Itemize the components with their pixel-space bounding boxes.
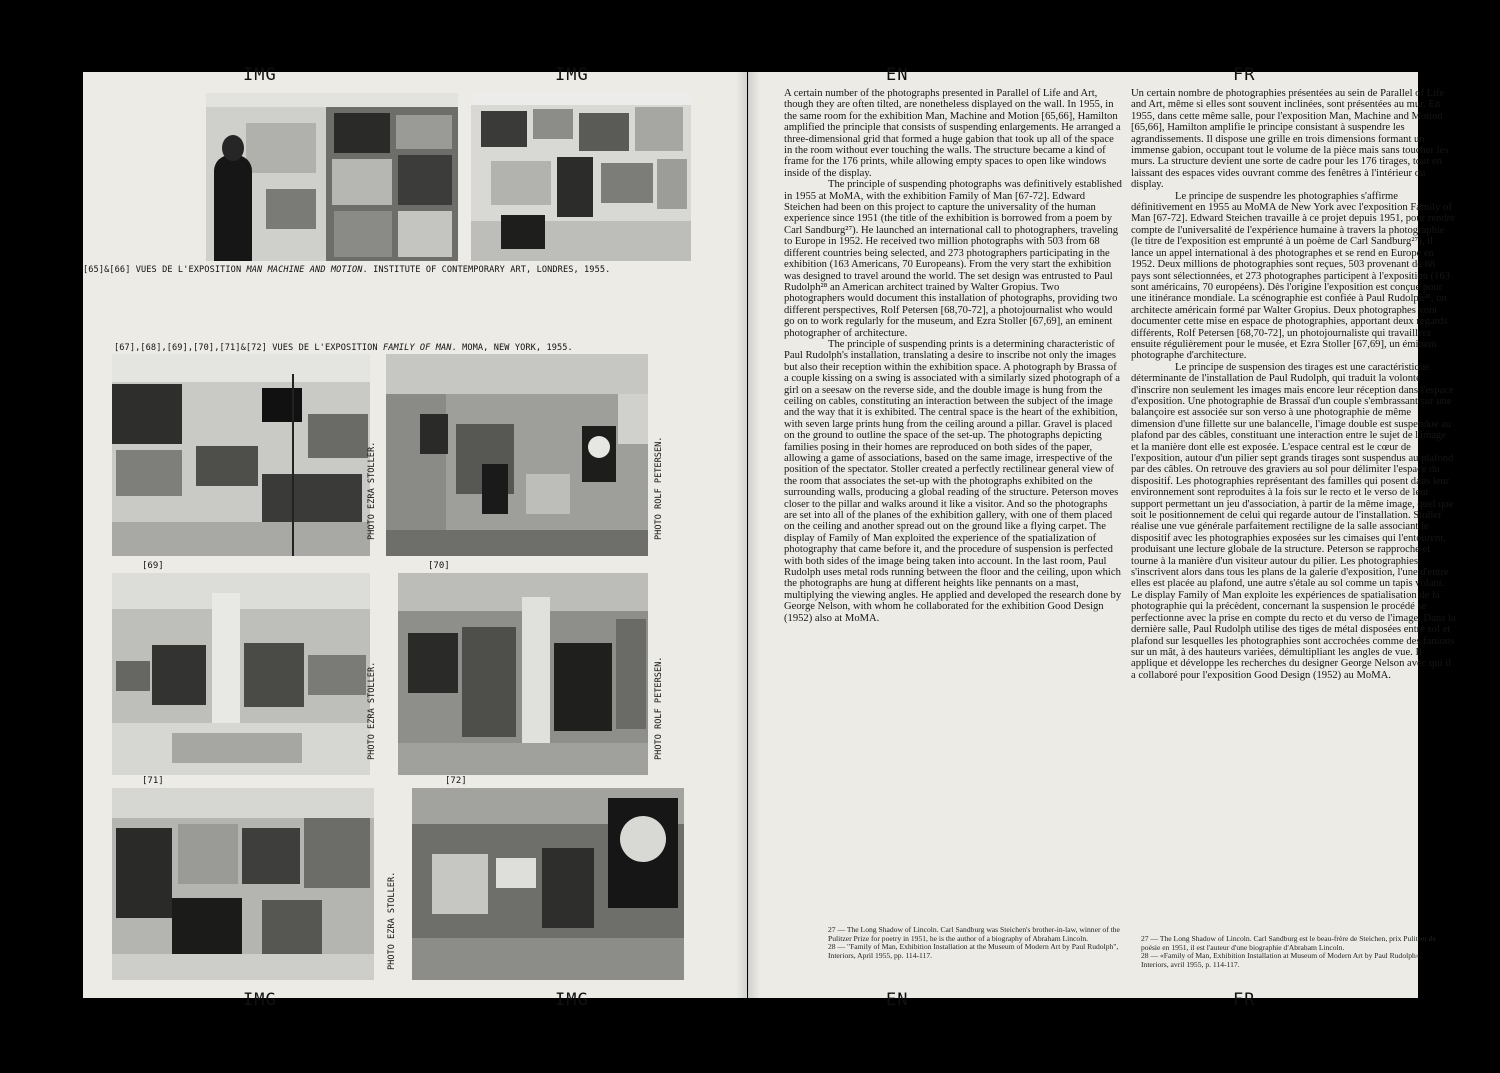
en-footnote-28: 28 — "Family of Man, Exhibition Installation at the Museum of Modern Art by Paul Rudolph", Interiors, April 1955, pp. 114-117.	[828, 942, 1119, 960]
figure-69-number: [69]	[142, 561, 164, 571]
photo-71	[112, 788, 374, 980]
footer-fr: FR	[1233, 990, 1256, 1010]
en-paragraph-3: The principle of suspending prints is a determining characteristic of Paul Rudolph's installation, translating a desire to inscribe not only the images but also their reception within the exhibition space. A photograph by Brassa of a couple kissing on a swing is associated with a similarly sized photograph of a girl on a seesaw on the reverse side, and the double image is hung from the ceiling on cables, constituting an interaction between the subject of the image and the way that it is exhibited. The central space is the heart of the exhibition, with seven large prints hung from the ceiling around a pillar. Gravel is placed on the ground to outline the space of the set-up. The photographs depicting families posing in their homes are reproduced on both sides of the paper, allowing a game of associations, based on the same image, irrespective of the position of the spectator. Stoller created a perfectly rectilinear general view of the room that associates the set-up with the photographs exhibited on the surrounding walls, producing a global reading of the structure. Peterson moves closer to the pillar and walks around it like a visitor. And so the photographs are set into all of the planes of the exhibition gallery, with one of them placed on the ceiling and another spread out on the ground like a flying carpet. The display of Family of Man exploited the experience of the spatialization of photography that came before it, and the procedure of suspension is perfected with both sides of the image being taken into account. In the last room, Paul Rudolph uses metal rods running between the floor and the ceiling, upon which the photographs are hung at different heights like pennants on a mast, multiplying the viewing angles. He applied and developed the research done by George Nelson, with whom he collaborated for the exhibition Good Design (1952) also at MoMA.	[784, 338, 1122, 624]
photo-72	[412, 788, 684, 980]
figure-72-number: [72]	[445, 776, 467, 786]
figure-70-number: [70]	[428, 561, 450, 571]
en-footnote-27: 27 — The Long Shadow of Lincoln. Carl Sandburg was Steichen's brother-in-law, winner of the Pulitzer Prize for poetry in 1951, he is the author of a biography of Abraham Lincoln.	[828, 925, 1120, 943]
fr-footnote-28: 28 — «Family of Man, Exhibition Installation at Museum of Modern Art by Paul Rudolph», Interiors, avril 1955, p. 114-117.	[1141, 951, 1422, 969]
photo-65	[206, 93, 458, 261]
photo-68	[386, 354, 648, 556]
french-column	[1131, 88, 1456, 681]
figure-71-number: [71]	[142, 776, 164, 786]
en-footnotes	[828, 926, 1128, 960]
photo-67	[112, 354, 370, 556]
header-fr: FR	[1233, 65, 1256, 85]
credit-70: PHOTO ROLF PETERSEN.	[654, 656, 664, 760]
caption-67-72: [67],[68],[69],[70],[71]&[72] VUES DE L'EXPOSITION FAMILY OF MAN. MOMA, NEW YORK, 1955.	[114, 343, 573, 353]
fr-paragraph-3: Le principe de suspension des tirages est une caractéristique déterminante de l'installation de Paul Rudolph, qui traduit la volonté d'inscrire non seulement les images mais encore leur réception dans l'espace d'exposition. Une photographie de Brassaï d'un couple s'embrassant sur une balançoire est associée sur son verso à une photographie de même dimension d'une fillette sur une balancelle, l'image double est suspendue au plafond par des câbles, constituant une interaction entre le sujet de l'image et la manière dont elle est exposée. L'espace central est le cœur de l'exposition, autour d'un pilier sept grands tirages sont suspendus au plafond par des câbles. On retrouve des graviers au sol pour délimiter l'espace du dispositif. Les photographies représentant des familles qui posent dans leur environnement sont reproduites à la fois sur le recto et le verso de leur support permettant un jeu d'association, à partir de la même image, quel que soit le positionnement de celui qui regarde autour de l'installation. Stoller réalise une vue générale parfaitement rectiligne de la salle associant le dispositif avec les photographies exposées sur les cimaises qui l'entourent, produisant une lecture globale de la structure. Peterson se rapproche et tourne à la manière d'un visiteur autour du pilier. Les photographies s'inscrivent alors dans tous les plans de la galerie d'exposition, l'une d'entre elles est placée au plafond, une autre s'étale au sol comme un tapis volant. Le display Family of Man exploite les expériences de spatialisation de la photographie qui la précèdent, concernant la suspension le procédé se perfectionne avec la prise en compte du recto et du verso de l'image. Dans la dernière salle, Paul Rudolph utilise des tiges de métal disposées entre sol et plafond sur lesquelles les photographies sont accrochées comme des fanions sur un mât, à des hauteurs variées, démultipliant les angles de vue. Il applique et développe les recherches du designer George Nelson avec qui il a collaboré pour l'exposition Good Design (1952) au MoMA.	[1131, 361, 1456, 681]
footer-img-2: IMG	[555, 990, 589, 1010]
header-img-2: IMG	[555, 65, 589, 85]
footer-img-1: IMG	[243, 990, 277, 1010]
photo-66	[471, 93, 691, 261]
fr-paragraph-2: Le principe de suspendre les photographies s'affirme définitivement en 1955 au MoMA de New York avec l'exposition Family of Man [67-72]. Edward Steichen travaille à ce projet depuis 1951, pour rendre compte de l'universalité de l'expérience humaine à travers la photographie (le titre de l'exposition est emprunté à un poème de Carl Sandburg²⁷), il lance un appel international à des photographes et se rend en Europe en 1952. Deux millions de photographies sont reçues, 503 provenant de 68 pays sont sélectionnées, et 273 photographes participent à l'exposition (163 sont américains, 70 européens). Dès l'origine l'exposition est conçue pour une itinérance mondiale. La scénographie est confiée à Paul Rudolph²⁸, un architecte américain formé par Walter Gropius. Deux photographes vont documenter cette mise en espace de photographies, apportant deux regards différents, Rolf Petersen [68,70-72], un photojournaliste qui travaillera ensuite régulièrement pour le musée, et Ezra Stoller [67,69], un éminent photographe d'architecture.	[1131, 190, 1455, 362]
footer-en: EN	[886, 990, 909, 1010]
fr-footnote-27: 27 — The Long Shadow of Lincoln. Carl Sandburg est le beau-frère de Steichen, prix Pulitzer de poésie en 1951, il est l'auteur d'une biographie d'Abraham Lincoln.	[1141, 934, 1436, 952]
credit-68: PHOTO ROLF PETERSEN.	[654, 436, 664, 540]
credit-71: PHOTO EZRA STOLLER.	[387, 871, 397, 970]
credit-67: PHOTO EZRA STOLLER.	[367, 441, 377, 540]
english-column	[784, 88, 1122, 624]
header-img-1: IMG	[243, 65, 277, 85]
fr-footnotes	[1141, 935, 1441, 969]
en-paragraph-2: The principle of suspending photographs was definitively established in 1955 at MoMA, with the exhibition Family of Man [67-72]. Edward Steichen had been on this project to capture the universality of the human experience since 1951 (the title of the exhibition is borrowed from a poem by Carl Sandburg²⁷). He launched an international call to photographers, traveling to Europe in 1952. He received two million photographs with 503 from 68 different countries being selected, and 273 photographers participating in the exhibition (163 Americans, 70 Europeans). From the very start the exhibition was designed to travel around the world. The set design was entrusted to Paul Rudolph²⁸ an American architect trained by Walter Gropius. Two photographers would document this installation of photographs, providing two different perspectives, Rolf Petersen [68,70-72], a photojournalist who would go on to work regularly for the museum, and Ezra Stoller [67,69], an eminent photographer of architecture.	[784, 179, 1122, 339]
credit-69: PHOTO EZRA STOLLER.	[367, 661, 377, 760]
fr-paragraph-1: Un certain nombre de photographies présentées au sein de Parallel of Life and Art, même si elles sont souvent inclinées, sont présentées au mur. En 1955, dans cette même salle, pour l'exposition Man, Machine and Motion [65,66], Hamilton amplifie le principe consistant à suspendre les agrandissements. Il dispose une grille en trois dimensions formant un immense gabion, occupant tout le volume de la pièce mais sans toucher les murs. La structure devient une sorte de cadre pour les 176 tirages, tout en laissant des espaces vides ouvrant comme des fenêtres à l'intérieur du display.	[1131, 88, 1449, 191]
photo-70	[398, 573, 648, 775]
caption-65-66: [65]&[66] VUES DE L'EXPOSITION MAN MACHINE AND MOTION. INSTITUTE OF CONTEMPORARY ART, LONDRES, 1955.	[83, 265, 611, 275]
photo-69	[112, 573, 370, 775]
header-en: EN	[886, 65, 909, 85]
en-paragraph-1: A certain number of the photographs presented in Parallel of Life and Art, though they are often tilted, are nonetheless displayed on the wall. In 1955, in the same room for the exhibition Man, Machine and Motion [65,66], Hamilton amplified the principle that consists of suspending enlargements. He arranged a three-dimensional grid that formed a huge gabion that took up all of the space in the room without ever touching the walls. The structure became a kind of frame for the 176 prints, while allowing empty spaces to open like windows inside of the display.	[784, 88, 1121, 179]
